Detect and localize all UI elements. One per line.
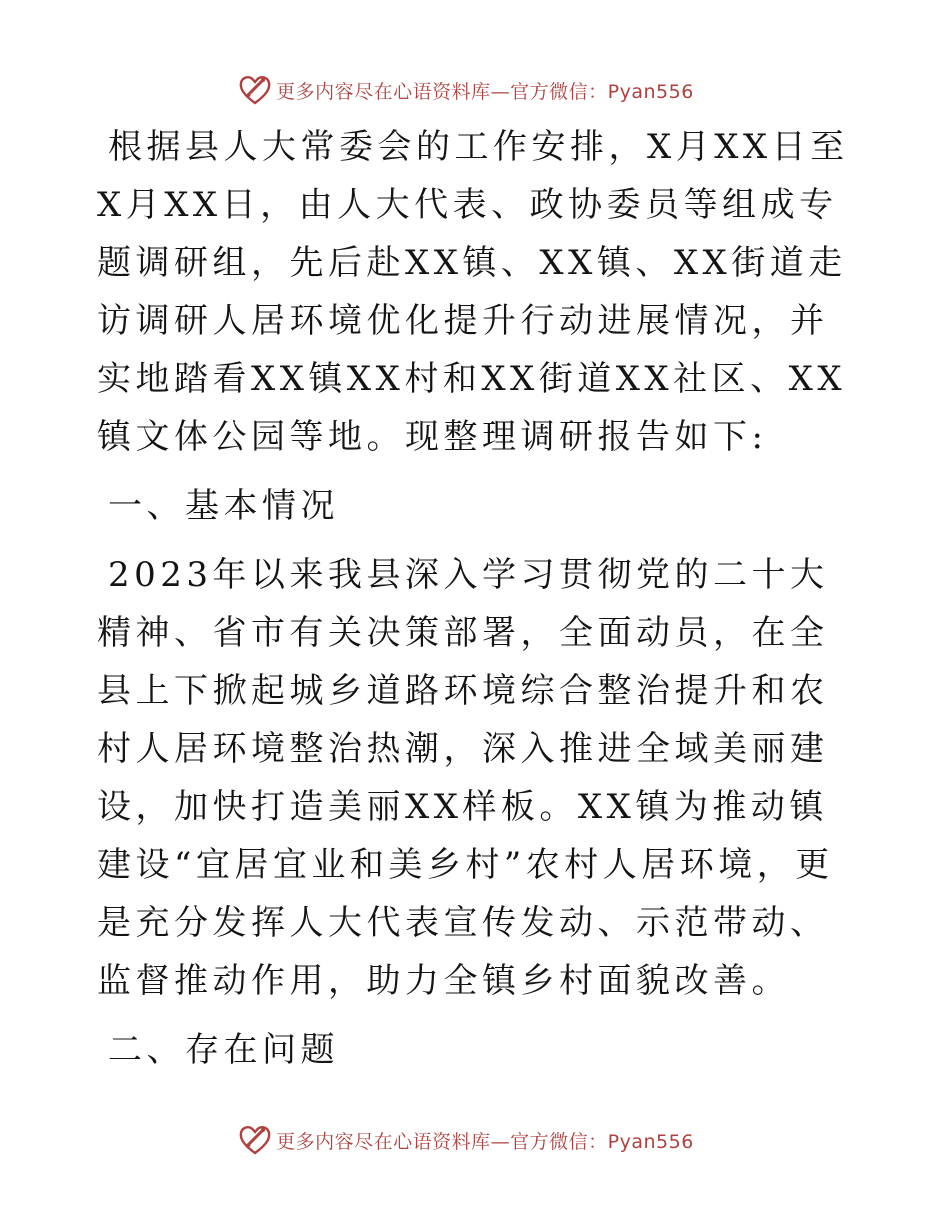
footer-banner-label: 更多内容尽在心语资料库—官方微信： (276, 1130, 608, 1153)
paragraph-intro: 根据县人大常委会的工作安排，X月XX日至X月XX日，由人大代表、政协委员等组成专题调研组，先后赴XX镇、XX镇、XX街道走访调研人居环境优化提升行动进展情况，并实地踏看XX镇XX村和XX街道XX社区、XX镇文体公园等地。现整理调研报告如下: (97, 127, 849, 457)
paragraph-basic-situation: 2023年以来我县深入学习贯彻党的二十大精神、省市有关决策部署，全面动员，在全县上下掀起城乡道路环境综合整治提升和农村人居环境整治热潮，深入推进全域美丽建设，加快打造美丽XX样板。XX镇为推动镇建设“宜居宜业和美乡村”农村人居环境，更是充分发挥人大代表宣传发动、示范带动、监督推动作用，助力全镇乡村面貌改善。 (97, 555, 834, 1001)
heart-pen-logo-icon (238, 1123, 272, 1157)
heart-pen-logo-icon (238, 73, 272, 107)
section-heading-existing-problems: 二、存在问题 (108, 1030, 339, 1070)
header-banner-handle: Pyan556 (607, 80, 694, 103)
footer-banner-inner (238, 1123, 694, 1157)
footer-banner-handle: Pyan556 (607, 1130, 694, 1153)
section-heading-basic-situation: 一、基本情况 (108, 486, 339, 526)
header-banner-inner (238, 73, 694, 107)
document-body (97, 118, 857, 1079)
header-banner (0, 70, 950, 110)
footer-banner-text (276, 1127, 694, 1154)
footer-banner (0, 1120, 950, 1160)
header-banner-text (276, 77, 694, 104)
header-banner-label: 更多内容尽在心语资料库—官方微信： (276, 80, 608, 103)
